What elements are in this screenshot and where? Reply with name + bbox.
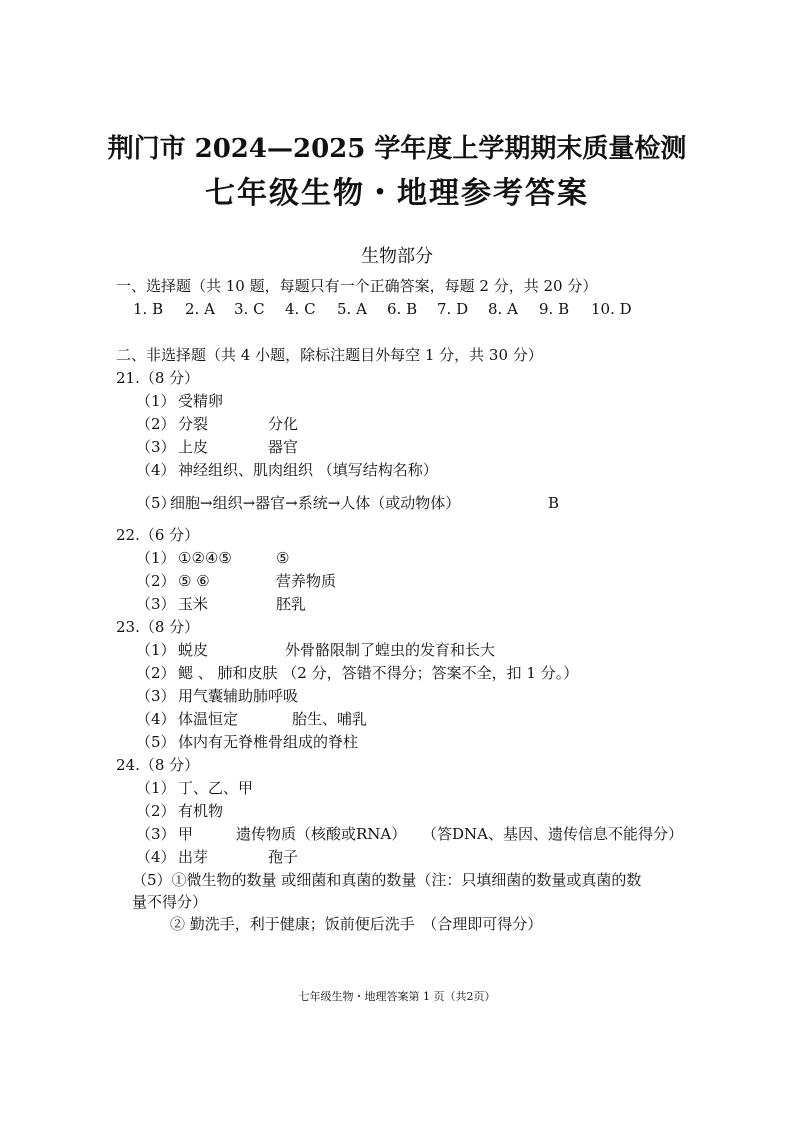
item-number: （1） <box>136 641 176 659</box>
item-number: （4） <box>136 461 176 479</box>
question-23-label: 23.（8 分） <box>116 618 200 636</box>
answer-text: 胎生、哺乳 <box>292 710 368 728</box>
answer-text: 出芽 <box>178 848 209 866</box>
answer-24-5-line-1: （5）①微生物的数量 或细菌和真菌的数量（注：只填细菌的数量或真菌的数 <box>132 871 642 889</box>
item-number: （1） <box>136 392 176 410</box>
mc-answer: 3. C <box>234 300 265 318</box>
answer-note: （答DNA、基因、遗传信息不能得分） <box>422 825 683 843</box>
part2-heading: 二、非选择题（共 4 小题，除标注题目外每空 1 分，共 30 分） <box>116 346 543 364</box>
mc-answer: 2. A <box>185 300 215 318</box>
item-number: （1） <box>136 549 176 567</box>
item-number: （3） <box>136 825 176 843</box>
answer-text: 营养物质 <box>276 572 337 590</box>
answer-text: 外骨骼限制了蝗虫的发育和长大 <box>285 641 496 659</box>
title-line-1: 荆门市 2024—2025 学年度上学期期末质量检测 <box>107 134 687 164</box>
answer-row <box>136 663 696 683</box>
answer-text: 玉米 <box>178 595 209 613</box>
answer-row <box>136 594 696 614</box>
question-24-label: 24.（8 分） <box>116 756 200 774</box>
answer-row <box>136 824 696 844</box>
answer-text: 神经组织、肌肉组织 （填写结构名称） <box>178 461 438 479</box>
answer-24-5-line-2: 量不得分） <box>132 893 208 911</box>
mc-answers <box>133 299 653 319</box>
answer-text: 体内有无脊椎骨组成的脊柱 <box>178 733 359 751</box>
item-number: （2） <box>136 664 176 682</box>
answer-row <box>136 460 696 480</box>
answer-row <box>136 493 696 513</box>
item-number: （3） <box>136 438 176 456</box>
answer-text: 蜕皮 <box>178 641 209 659</box>
answer-text: ⑤ ⑥ <box>178 572 210 590</box>
item-number: （3） <box>136 595 176 613</box>
mc-answer: 9. B <box>539 300 570 318</box>
answer-text: 体温恒定 <box>178 710 239 728</box>
answer-row <box>136 847 696 867</box>
answer-row <box>136 709 696 729</box>
answer-text: 上皮 <box>178 438 209 456</box>
answer-text: 孢子 <box>268 848 299 866</box>
item-number: （1） <box>136 779 176 797</box>
answer-text: 细胞→组织→器官→系统→人体（或动物体） <box>170 494 461 512</box>
answer-row <box>136 778 696 798</box>
answer-row <box>136 414 696 434</box>
item-number: （4） <box>136 710 176 728</box>
answer-row <box>136 437 696 457</box>
item-number: （5） <box>136 733 176 751</box>
page-footer: 七年级生物・地理答案第 1 页（共2页） <box>298 990 496 1003</box>
item-number: （4） <box>136 848 176 866</box>
answer-row <box>136 391 696 411</box>
answer-text: 分化 <box>268 415 299 433</box>
answer-row <box>136 571 696 591</box>
answer-24-5-line-3: ② 勤洗手，利于健康；饭前便后洗手 （合理即可得分） <box>170 915 543 933</box>
item-number: （5） <box>136 494 176 512</box>
answer-row <box>136 640 696 660</box>
mc-answer: 5. A <box>337 300 367 318</box>
mc-answer: 6. B <box>387 300 418 318</box>
answer-text: 用气囊辅助肺呼吸 <box>178 687 299 705</box>
answer-text: 有机物 <box>178 802 224 820</box>
mc-answer: 4. C <box>285 300 316 318</box>
answer-row <box>136 732 696 752</box>
question-22-label: 22.（6 分） <box>116 526 200 544</box>
answer-text: 丁、乙、甲 <box>178 779 254 797</box>
answer-text: 甲 <box>178 825 194 843</box>
item-number: （2） <box>136 572 176 590</box>
mc-answer: 7. D <box>437 300 469 318</box>
answer-text: 受精卵 <box>178 392 224 410</box>
answer-row <box>136 686 696 706</box>
item-number: （3） <box>136 687 176 705</box>
title-line-2: 七年级生物・地理参考答案 <box>205 176 589 211</box>
item-number: （2） <box>136 415 176 433</box>
mc-answer: 1. B <box>133 300 164 318</box>
answer-text: ①②④⑤ <box>178 549 232 567</box>
answer-text: 器官 <box>268 438 299 456</box>
answer-text: 分裂 <box>178 415 209 433</box>
answer-text: 鳃 、 肺和皮肤 （2 分，答错不得分；答案不全，扣 1 分。） <box>178 664 579 682</box>
question-21-label: 21.（8 分） <box>116 369 200 387</box>
answer-row <box>136 801 696 821</box>
mc-answer: 10. D <box>591 300 632 318</box>
answer-text: 遗传物质（核酸或RNA） <box>236 825 407 843</box>
section-title: 生物部分 <box>361 246 433 267</box>
mc-answer: 8. A <box>488 300 518 318</box>
answer-row <box>136 548 696 568</box>
item-number: （2） <box>136 802 176 820</box>
answer-text: 胚乳 <box>276 595 307 613</box>
part1-heading: 一、选择题（共 10 题，每题只有一个正确答案，每题 2 分，共 20 分） <box>116 277 598 295</box>
answer-text: B <box>548 494 560 512</box>
answer-text: ⑤ <box>276 549 290 567</box>
